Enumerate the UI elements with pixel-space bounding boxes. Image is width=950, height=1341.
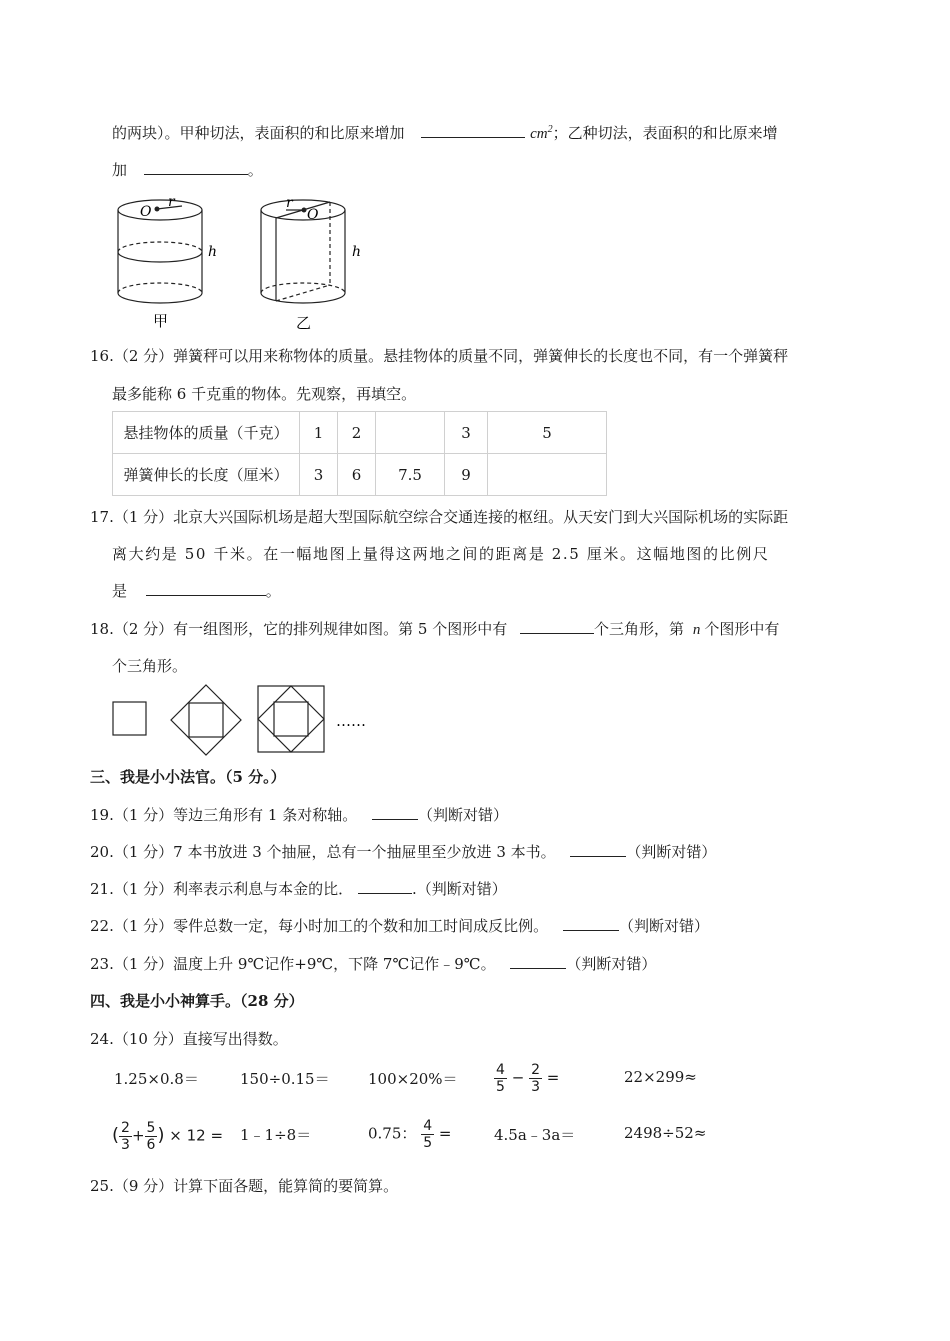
q25-title: 25.（9 分）计算下面各题，能算简的要简算。 bbox=[90, 1177, 399, 1195]
q18-var-n: n bbox=[692, 622, 701, 638]
q15-unit: $cm^2$ bbox=[530, 124, 553, 142]
ellipsis: …… bbox=[336, 712, 366, 730]
calc-item-fraction: $\frac{4}{5}$ − $\frac{2}{3}$ = bbox=[496, 1062, 560, 1095]
judge-blank[interactable] bbox=[563, 916, 619, 931]
figure-2-diamond bbox=[171, 685, 241, 755]
judge-blank[interactable] bbox=[358, 879, 412, 894]
q17-line3: 是 。 bbox=[112, 582, 281, 600]
calc-item-fraction-sum: ( $\frac{2}{3}$ + $\frac{5}{6}$ ) × 12 = bbox=[112, 1120, 224, 1153]
q17-line2: 离大约是 50 千米。在一幅地图上量得这两地之间的距离是 2.5 厘米。这幅地图的比例尺 bbox=[112, 545, 770, 563]
table-cell: 2 bbox=[338, 412, 376, 454]
q15-text-a: 的两块）。甲种切法，表面积的和比原来增加 bbox=[112, 124, 405, 142]
calc-item: 2498÷52≈ bbox=[624, 1124, 707, 1142]
judge-blank[interactable] bbox=[570, 842, 626, 857]
label-r-yi: r bbox=[286, 195, 293, 211]
section-3-title: 三、我是小小法官。（5 分。） bbox=[90, 768, 286, 786]
q15-text-b: ；乙种切法，表面积的和比原来增 bbox=[552, 124, 778, 142]
spring-table bbox=[112, 411, 607, 496]
caption-jia: 甲 bbox=[153, 312, 169, 330]
q24-title: 24.（10 分）直接写出得数。 bbox=[90, 1030, 288, 1048]
judge-q21: 21.（1 分）利率表示利息与本金的比． .（判断对错） bbox=[90, 880, 507, 898]
calc-item: 1.25×0.8＝ bbox=[114, 1070, 199, 1088]
calc-item: 150÷0.15＝ bbox=[240, 1070, 330, 1088]
calc-item: 1﹣1÷8＝ bbox=[240, 1126, 312, 1144]
label-h-yi: h bbox=[352, 244, 362, 260]
table-cell: 9 bbox=[445, 454, 488, 496]
center-dot bbox=[155, 207, 160, 212]
q15-line1 bbox=[112, 122, 778, 143]
q16-line2: 最多能称 6 千克重的物体。先观察，再填空。 bbox=[112, 385, 417, 403]
center-dot-yi bbox=[302, 208, 307, 213]
table-row bbox=[113, 412, 607, 454]
table-cell-blank[interactable] bbox=[488, 454, 607, 496]
table-cell: 1 bbox=[300, 412, 338, 454]
caption-yi: 乙 bbox=[296, 314, 312, 332]
cylinder-figures bbox=[108, 190, 378, 335]
q18-line1: 18.（2 分）有一组图形，它的排列规律如图。第 5 个图形中有 个三角形，第 n 个图形中有 bbox=[90, 620, 780, 638]
figure-1-square bbox=[113, 702, 146, 735]
judge-q20: 20.（1 分）7 本书放进 3 个抽屉，总有一个抽屉里至少放进 3 本书。 （判断对错） bbox=[90, 843, 717, 861]
judge-blank[interactable] bbox=[372, 805, 418, 820]
calc-item: 22×299≈ bbox=[624, 1068, 697, 1086]
q17-line1: 17.（1 分）北京大兴国际机场是超大型国际航空综合交通连接的枢纽。从天安门到大兴国际机场的实际距 bbox=[90, 508, 789, 526]
figure-3-outer-square bbox=[258, 686, 324, 752]
q15-blank-2[interactable] bbox=[144, 160, 248, 175]
calc-item: 4.5a﹣3a＝ bbox=[494, 1126, 576, 1144]
calc-item: 100×20%＝ bbox=[368, 1070, 458, 1088]
table-cell: 3 bbox=[445, 412, 488, 454]
cylinder-jia bbox=[118, 200, 202, 303]
label-o: O bbox=[140, 204, 152, 220]
calc-item-ratio: 0.75： $\frac{4}{5}$ = bbox=[368, 1118, 452, 1151]
table-row bbox=[113, 454, 607, 496]
judge-q23: 23.（1 分）温度上升 9℃记作+9℃，下降 7℃记作﹣9℃。 （判断对错） bbox=[90, 955, 657, 973]
table-cell: 7.5 bbox=[376, 454, 445, 496]
q16-line1: 16.（2 分）弹簧秤可以用来称物体的质量。悬挂物体的质量不同，弹簧伸长的长度也不同，有一个弹簧秤 bbox=[90, 347, 789, 365]
q18-blank-1[interactable] bbox=[520, 619, 594, 634]
judge-q22: 22.（1 分）零件总数一定，每小时加工的个数和加工时间成反比例。 （判断对错） bbox=[90, 917, 709, 935]
table-header-mass: 悬挂物体的质量（千克） bbox=[113, 412, 300, 454]
table-cell: 5 bbox=[488, 412, 607, 454]
cylinder-yi bbox=[261, 200, 345, 303]
triangle-pattern-figures bbox=[108, 684, 378, 756]
table-cell: 6 bbox=[338, 454, 376, 496]
section-4-title: 四、我是小小神算手。（28 分） bbox=[90, 992, 304, 1010]
label-o-yi: O bbox=[307, 207, 319, 223]
table-cell-blank[interactable] bbox=[376, 412, 445, 454]
judge-blank[interactable] bbox=[510, 954, 566, 969]
q15-blank-1[interactable] bbox=[421, 123, 525, 138]
q18-line2: 个三角形。 bbox=[112, 657, 188, 675]
q15-line2: 加 。 bbox=[112, 161, 263, 179]
q17-blank[interactable] bbox=[146, 581, 266, 596]
table-cell: 3 bbox=[300, 454, 338, 496]
judge-q19: 19.（1 分）等边三角形有 1 条对称轴。 （判断对错） bbox=[90, 806, 509, 824]
label-h: h bbox=[208, 244, 218, 260]
table-header-length: 弹簧伸长的长度（厘米） bbox=[113, 454, 300, 496]
label-r: r bbox=[168, 194, 175, 210]
